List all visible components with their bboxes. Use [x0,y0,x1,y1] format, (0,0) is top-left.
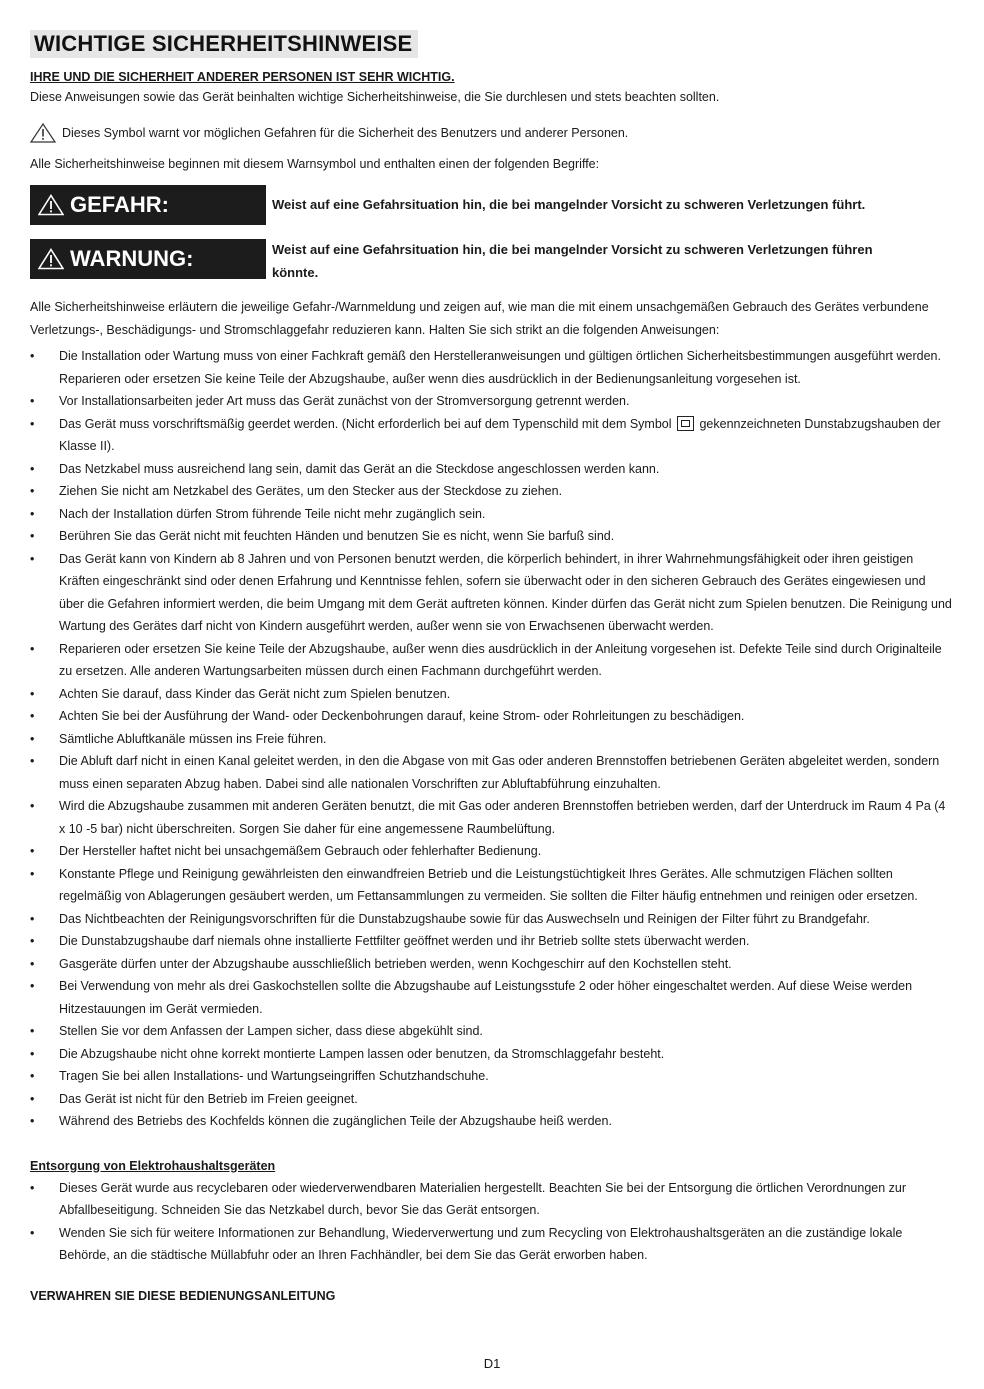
list-item: • Achten Sie darauf, dass Kinder das Gerät nicht zum Spielen benutzen. [30,683,954,706]
list-item: • Das Netzkabel muss ausreichend lang sein, damit das Gerät an die Steckdose angeschlossen werden kann. [30,458,954,481]
safety-list [30,345,954,1133]
list-item: • Reparieren oder ersetzen Sie keine Teile der Abzugshaube, außer wenn dies ausdrücklich in der Anleitung vorgesehen ist. Defekte Teile sind durch Originalteile zu ersetzen. Alle anderen Wartungsarbeiten müssen durch einen Fachmann durchgeführt werden. [30,638,954,683]
list-item: • Der Hersteller haftet nicht bei unsachgemäßem Gebrauch oder fehlerhafter Bedienung. [30,840,954,863]
list-item: • Berühren Sie das Gerät nicht mit feuchten Händen und benutzen Sie es nicht, wenn Sie barfuß sind. [30,525,954,548]
list-item: • Wenden Sie sich für weitere Informationen zur Behandlung, Wiederverwertung und zum Recycling von Elektrohaushaltsgeräten an die zuständige lokale Behörde, an die städtische Müllabfuhr oder an Ihren Fachhändler, bei dem Sie das Gerät erworben haben. [30,1222,954,1267]
grounding-text-before: Das Gerät muss vorschriftsmäßig geerdet werden. (Nicht erforderlich bei auf dem Typenschild mit dem Symbol [59,416,672,431]
list-item: • Gasgeräte dürfen unter der Abzugshaube ausschließlich betrieben werden, wenn Kochgeschirr auf den Kochstellen steht. [30,953,954,976]
document-page [30,30,954,1303]
safety-subheading: IHRE UND DIE SICHERHEIT ANDERER PERSONEN IST SEHR WICHTIG. [30,70,455,84]
list-item: • Dieses Gerät wurde aus recyclebaren oder wiederverwendbaren Materialien hergestellt. Beachten Sie bei der Entsorgung die örtlichen Verordnungen zur Abfallbeseitigung. Schneiden Sie das Netzkabel durch, bevor Sie das Gerät entsorgen. [30,1177,954,1222]
list-item: • Wird die Abzugshaube zusammen mit anderen Geräten benutzt, die mit Gas oder anderen Brennstoffen betrieben werden, darf der Unterdruck im Raum 4 Pa (4 x 10 -5 bar) nicht überschreiten. Sorgen Sie daher für eine angemessene Raumbelüftung. [30,795,954,840]
keep-manual-notice: VERWAHREN SIE DIESE BEDIENUNGSANLEITUNG [30,1288,336,1303]
warning-triangle-icon [38,194,64,216]
list-item: • Die Dunstabzugshaube darf niemals ohne installierte Fettfilter geöffnet werden und ihr Betrieb sollte stets überwacht werden. [30,930,954,953]
warning-triangle-icon [38,248,64,270]
page-number: D1 [483,1356,501,1371]
list-item: • Vor Installationsarbeiten jeder Art muss das Gerät zunächst von der Stromversorgung getrennt werden. [30,390,954,413]
intro-text: Diese Anweisungen sowie das Gerät beinhalten wichtige Sicherheitshinweise, die Sie durchlesen und stets beachten sollten. [30,90,720,104]
explain-text: Alle Sicherheitshinweise erläutern die jeweilige Gefahr-/Warnmeldung und zeigen auf, wie man die mit einem unsachgemäßen Gebrauch des Gerätes verbundene Verletzungs-, Beschädigungs- und Stromschlaggefahr reduzieren kann. Halten Sie sich strikt an die folgenden Anweisungen: [30,300,929,337]
danger-label: GEFAHR: [70,192,169,217]
list-item: • Achten Sie bei der Ausführung der Wand- oder Deckenbohrungen darauf, keine Strom- oder Rohrleitungen zu beschädigen. [30,705,954,728]
disposal-list [30,1177,954,1267]
list-item: • Konstante Pflege und Reinigung gewährleisten den einwandfreien Betrieb und die Leistungstüchtigkeit Ihres Gerätes. Alle schmutzigen Flächen sollten regelmäßig von Ablagerungen gesäubert werden, um Fettansammlungen zu vermeiden. Sie sollten die Filter häufig entnehmen und reinigen oder ersetzen. [30,863,954,908]
list-item: • Stellen Sie vor dem Anfassen der Lampen sicher, dass diese abgekühlt sind. [30,1020,954,1043]
warning-triangle-icon [30,123,56,143]
symbol-line [30,123,954,143]
warning-label-box [30,239,266,279]
list-item: • Die Abluft darf nicht in einen Kanal geleitet werden, in den die Abgase von mit Gas oder anderen Brennstoffen betriebenen Geräten abgeleitet werden, sondern muss einen separaten Abzug haben. Dabei sind alle nationalen Vorschriften zur Abluftabführung einzuhalten. [30,750,954,795]
list-item: • Während des Betriebs des Kochfelds können die zugänglichen Teile der Abzugshaube heiß werden. [30,1110,954,1133]
list-item: • Die Installation oder Wartung muss von einer Fachkraft gemäß den Herstelleranweisungen und gültigen örtlichen Sicherheitsbestimmungen ausgeführt werden. Reparieren oder ersetzen Sie keine Teile der Abzugshaube, außer wenn dies ausdrücklich in der Bedienungsanleitung vorgesehen ist. [30,345,954,390]
list-item-grounding [30,413,954,458]
class-ii-icon [677,416,694,431]
signal-row-danger [30,185,954,225]
list-item: • Das Gerät ist nicht für den Betrieb im Freien geeignet. [30,1088,954,1111]
begin-text: Alle Sicherheitshinweise beginnen mit diesem Warnsymbol und enthalten einen der folgenden Begriffe: [30,156,600,171]
list-item: • Das Nichtbeachten der Reinigungsvorschriften für die Dunstabzugshaube sowie für das Auswechseln und Reinigen der Filter führt zu Brandgefahr. [30,908,954,931]
danger-label-box [30,185,266,225]
list-item: • Nach der Installation dürfen Strom führende Teile nicht mehr zugänglich sein. [30,503,954,526]
symbol-text: Dieses Symbol warnt vor möglichen Gefahren für die Sicherheit des Benutzers und anderer Personen. [62,125,629,140]
signal-row-warning [30,239,954,284]
grounding-text-after: gekennzeichneten Dunstabzugshauben der Klasse II). [59,416,941,453]
list-item: • Bei Verwendung von mehr als drei Gaskochstellen sollte die Abzugshaube auf Leistungsstufe 2 oder höher eingeschaltet werden. Auf diese Weise werden Hitzestauungen im Gerät vermieden. [30,975,954,1020]
warning-label: WARNUNG: [70,246,194,271]
disposal-heading: Entsorgung von Elektrohaushaltsgeräten [30,1158,276,1173]
list-item: • Tragen Sie bei allen Installations- und Wartungseingriffen Schutzhandschuhe. [30,1065,954,1088]
list-item: • Ziehen Sie nicht am Netzkabel des Gerätes, um den Stecker aus der Steckdose zu ziehen. [30,480,954,503]
page-title: WICHTIGE SICHERHEITSHINWEISE [30,30,418,58]
list-item: • Sämtliche Abluftkanäle müssen ins Freie führen. [30,728,954,751]
list-item: • Das Gerät kann von Kindern ab 8 Jahren und von Personen benutzt werden, die körperlich behindert, in ihrer Wahrnehmungsfähigkeit oder ihren geistigen Kräften eingeschränkt sind oder denen Erfahrung und Kenntnisse fehlen, sofern sie überwacht oder in den sicheren Gebrauch des Gerätes eingewiesen und über die Gefahren informiert werden, die beim Umgang mit dem Gerät auftreten können. Kinder dürfen das Gerät nicht zum Spielen benutzen. Die Reinigung und Wartung des Gerätes darf nicht von Kindern ausgeführt werden, außer wenn sie von Erwachsenen überwacht werden. [30,548,954,638]
list-item: • Die Abzugshaube nicht ohne korrekt montierte Lampen lassen oder benutzen, da Stromschlaggefahr besteht. [30,1043,954,1066]
warning-text: Weist auf eine Gefahrsituation hin, die bei mangelnder Vorsicht zu schweren Verletzungen führen könnte. [272,242,873,280]
danger-text: Weist auf eine Gefahrsituation hin, die bei mangelnder Vorsicht zu schweren Verletzungen führt. [272,197,866,212]
